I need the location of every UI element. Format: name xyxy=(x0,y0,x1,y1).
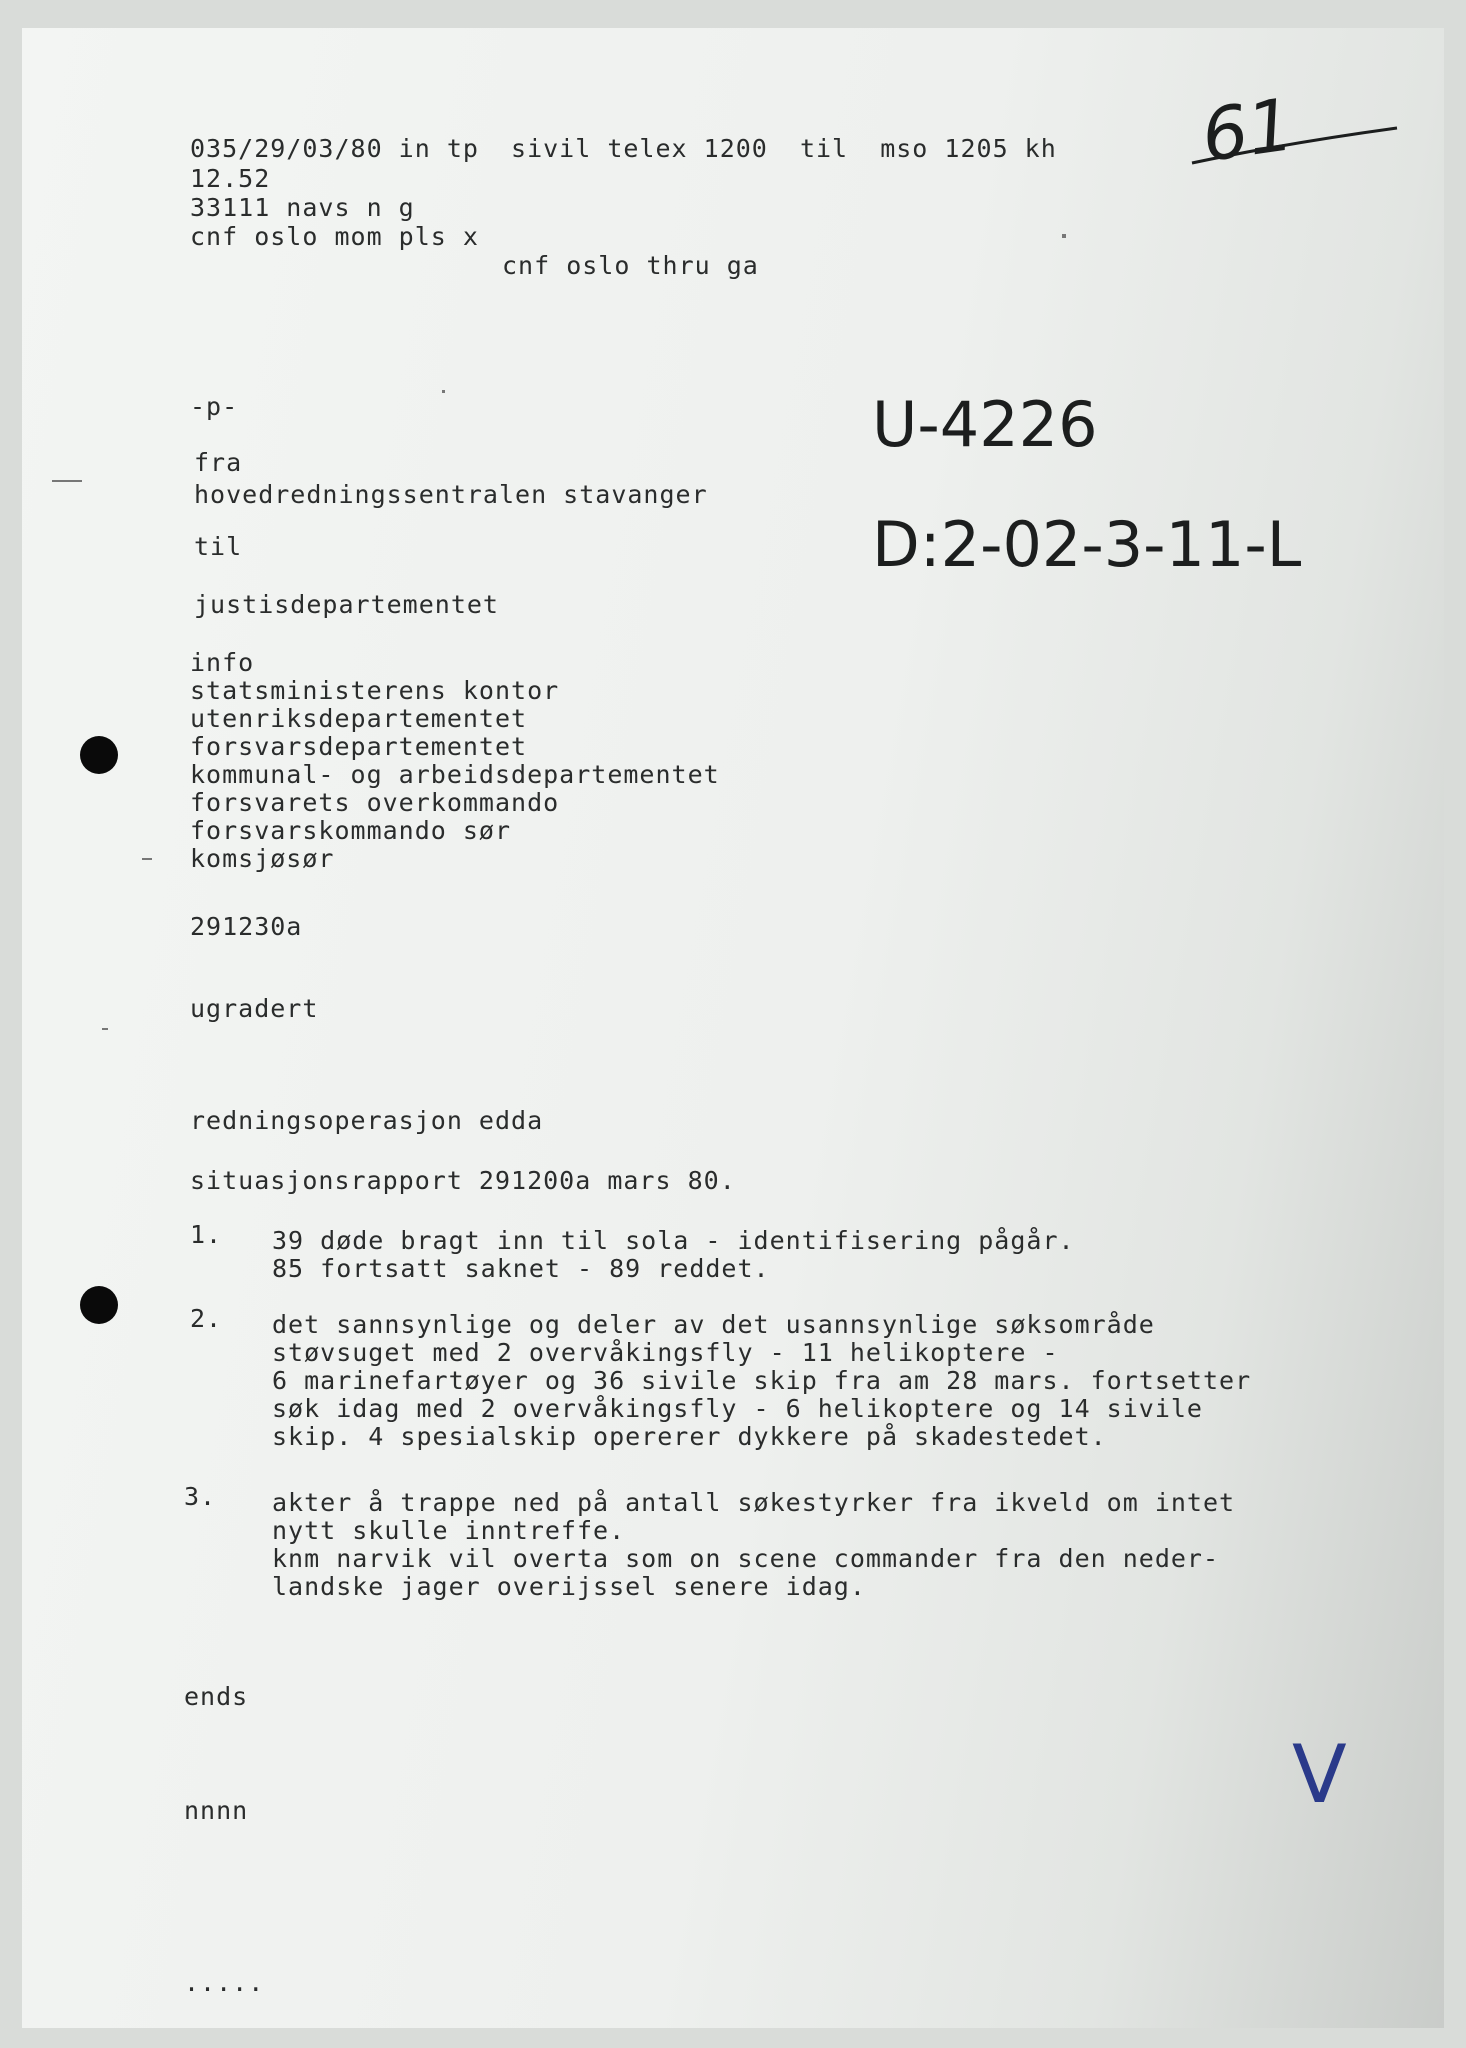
item-line: 39 døde bragt inn til sola - identifisering pågår. xyxy=(272,1226,1075,1255)
handwritten-check-mark: V xyxy=(1292,1728,1347,1821)
item-line: landske jager overijssel senere idag. xyxy=(272,1572,866,1601)
handwritten-doc-ref: U-4226 xyxy=(872,388,1098,461)
header-line-2: 12.52 xyxy=(190,164,271,193)
info-item: forsvarets overkommando xyxy=(190,788,560,817)
header-line-4: cnf oslo mom pls x xyxy=(190,222,479,251)
scan-speck xyxy=(142,858,152,860)
report-title: situasjonsrapport 291200a mars 80. xyxy=(190,1166,736,1195)
from-label: fra xyxy=(194,448,243,477)
item-line: 85 fortsatt saknet - 89 reddet. xyxy=(272,1254,770,1283)
info-item: kommunal- og arbeidsdepartementet xyxy=(190,760,720,789)
item-line: støvsuget med 2 overvåkingsfly - 11 helikoptere - xyxy=(272,1338,1059,1367)
info-label: info xyxy=(190,648,255,677)
item-line: 6 marinefartøyer og 36 sivile skip fra am 28 mars. fortsetter xyxy=(272,1366,1252,1395)
scan-speck xyxy=(102,1028,108,1030)
ends-marker: ends xyxy=(184,1682,249,1711)
item-number: 2. xyxy=(190,1304,223,1333)
marker: -p- xyxy=(190,392,239,421)
info-item: utenriksdepartementet xyxy=(190,704,528,733)
info-item: statsministerens kontor xyxy=(190,676,560,705)
punch-hole-top xyxy=(80,736,118,774)
handwritten-page-number: 61 xyxy=(1196,82,1300,178)
item-line: det sannsynlige og deler av det usannsynlige søksområde xyxy=(272,1310,1155,1339)
header-line-5: cnf oslo thru ga xyxy=(502,251,759,280)
item-line: søk idag med 2 overvåkingsfly - 6 helikoptere og 14 sivile xyxy=(272,1394,1203,1423)
item-line: akter å trappe ned på antall søkestyrker fra ikveld om intet xyxy=(272,1488,1236,1517)
header-line-1: 035/29/03/80 in tp sivil telex 1200 til mso 1205 kh xyxy=(190,134,1057,163)
info-item: forsvarsdepartementet xyxy=(190,732,528,761)
info-item: forsvarskommando sør xyxy=(190,816,512,845)
to-value: justisdepartementet xyxy=(194,590,499,619)
item-line: knm narvik vil overta som on scene commander fra den neder- xyxy=(272,1544,1220,1573)
telex-page xyxy=(22,28,1444,2028)
dtg: 291230a xyxy=(190,912,303,941)
to-label: til xyxy=(194,532,243,561)
scan-speck xyxy=(52,480,82,482)
scan-speck xyxy=(442,390,445,393)
from-value: hovedredningssentralen stavanger xyxy=(194,480,708,509)
item-number: 1. xyxy=(190,1220,223,1249)
nnnn-marker: nnnn xyxy=(184,1796,249,1825)
item-number: 3. xyxy=(184,1482,217,1511)
page-number-underline xyxy=(1187,123,1407,173)
dots-marker: ..... xyxy=(184,1968,265,1997)
subject: redningsoperasjon edda xyxy=(190,1106,544,1135)
header-line-3: 33111 navs n g xyxy=(190,193,415,222)
punch-hole-bottom xyxy=(80,1286,118,1324)
handwritten-archive-ref: D:2-02-3-11-L xyxy=(872,508,1302,581)
scan-speck xyxy=(1062,234,1066,238)
info-item: komsjøsør xyxy=(190,844,335,873)
item-line: skip. 4 spesialskip opererer dykkere på skadestedet. xyxy=(272,1422,1107,1451)
classification: ugradert xyxy=(190,994,319,1023)
item-line: nytt skulle inntreffe. xyxy=(272,1516,626,1545)
